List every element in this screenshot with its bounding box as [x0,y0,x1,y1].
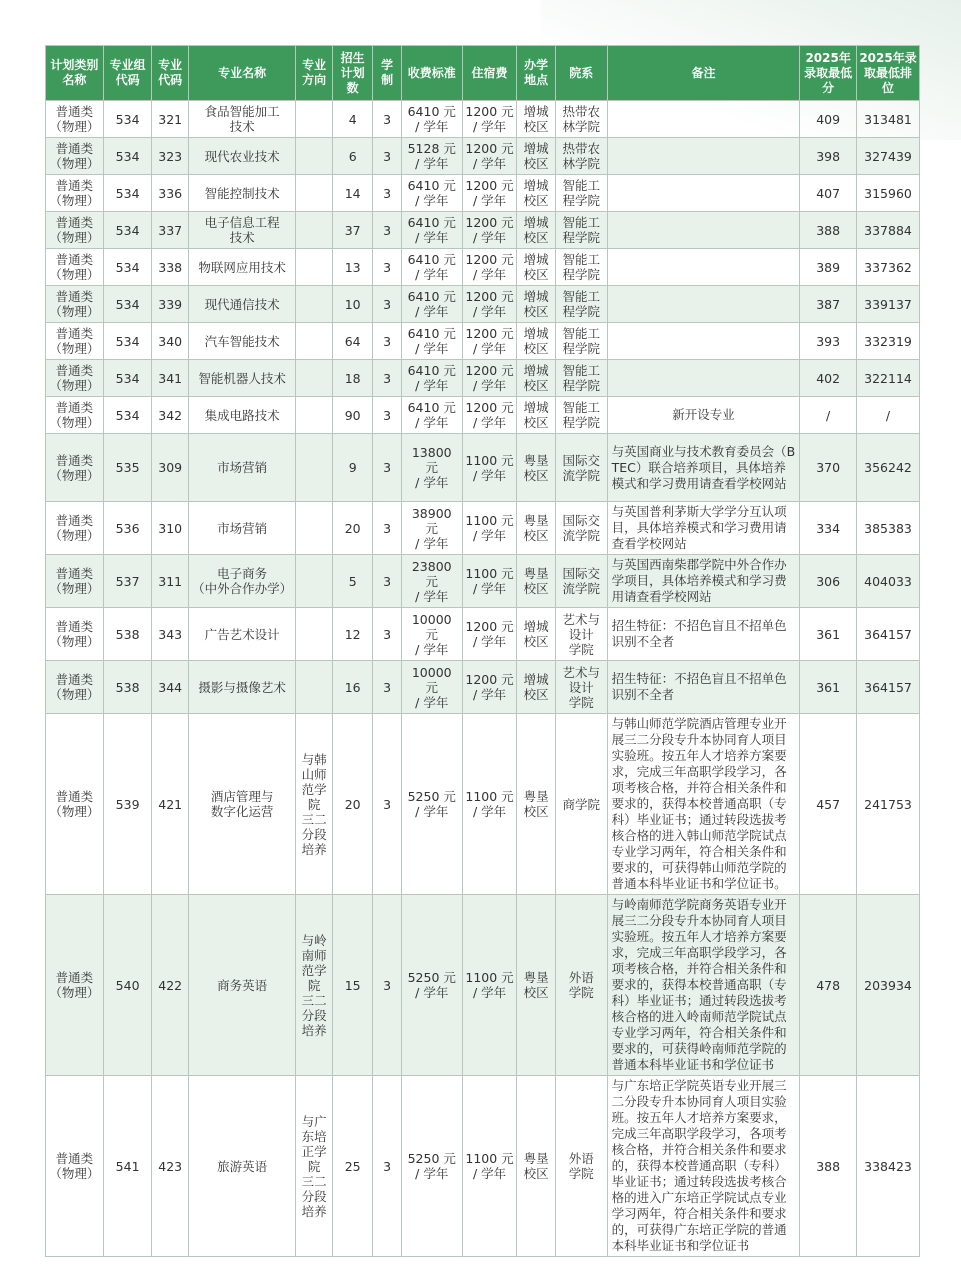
cell-tuition: 13800 元 / 学年 [401,434,462,502]
cell-department: 国际交 流学院 [555,434,607,502]
cell-min-rank: 356242 [857,434,920,502]
table-row [46,175,920,212]
table-row [46,323,920,360]
cell-min-score: 409 [800,101,857,138]
cell-campus: 增城 校区 [517,286,556,323]
cell-direction [296,323,333,360]
cell-direction [296,212,333,249]
cell-major-name: 市场营销 [188,434,295,502]
cell-major-code: 421 [152,714,189,895]
cell-tuition: 10000 元 / 学年 [401,661,462,714]
admission-plan-table-container [45,45,920,1257]
cell-major-name: 市场营销 [188,502,295,555]
cell-campus: 增城 校区 [517,661,556,714]
cell-min-score: 478 [800,895,857,1076]
cell-dorm-fee: 1100 元 / 学年 [462,434,517,502]
cell-major-name: 物联网应用技术 [188,249,295,286]
table-row [46,555,920,608]
cell-campus: 增城 校区 [517,608,556,661]
cell-notes: 与岭南师范学院商务英语专业开展三二分段专升本协同育人项目实验班。按五年人才培养方案要求，完成三年高职学段学习，各项考核合格，并符合相关条件和要求的，获得本校普通高职（专科）毕业证书；通过转段选拔考核合格的进入岭南师范学院试点专业学习两年，符合相关条件和要求的，可获得岭南师范学院的普通本科毕业证书和学位证书 [607,895,800,1076]
cell-direction [296,608,333,661]
cell-campus: 粤垦 校区 [517,1076,556,1257]
cell-campus: 增城 校区 [517,138,556,175]
header-major-code: 专业代码 [152,46,189,101]
cell-major-name: 现代通信技术 [188,286,295,323]
cell-major-name: 智能控制技术 [188,175,295,212]
cell-notes [607,175,800,212]
cell-plan-count: 16 [332,661,373,714]
cell-campus: 增城 校区 [517,175,556,212]
cell-dorm-fee: 1200 元 / 学年 [462,249,517,286]
cell-dorm-fee: 1100 元 / 学年 [462,714,517,895]
cell-notes [607,360,800,397]
cell-duration: 3 [373,286,401,323]
header-department: 院系 [555,46,607,101]
cell-group-code: 534 [103,175,152,212]
admission-plan-table [45,45,920,1257]
cell-plan-count: 20 [332,502,373,555]
cell-category: 普通类 （物理） [46,212,104,249]
cell-major-name: 食品智能加工 技术 [188,101,295,138]
table-row [46,434,920,502]
cell-major-code: 323 [152,138,189,175]
cell-plan-count: 20 [332,714,373,895]
cell-direction [296,555,333,608]
cell-dorm-fee: 1200 元 / 学年 [462,212,517,249]
cell-min-rank: 404033 [857,555,920,608]
cell-notes: 与英国普利茅斯大学学分互认项目，具体培养模式和学习费用请查看学校网站 [607,502,800,555]
cell-group-code: 539 [103,714,152,895]
cell-plan-count: 18 [332,360,373,397]
cell-min-score: 457 [800,714,857,895]
cell-notes: 与英国商业与技术教育委员会（BTEC）联合培养项目，具体培养模式和学习费用请查看学校网站 [607,434,800,502]
cell-major-name: 酒店管理与 数字化运营 [188,714,295,895]
table-row [46,661,920,714]
cell-department: 热带农 林学院 [555,138,607,175]
cell-department: 热带农 林学院 [555,101,607,138]
cell-major-name: 广告艺术设计 [188,608,295,661]
cell-notes: 与韩山师范学院酒店管理专业开展三二分段专升本协同育人项目实验班。按五年人才培养方案要求，完成三年高职学段学习，各项考核合格，并符合相关条件和要求的，获得本校普通高职（专科）毕业证书；通过转段选拔考核合格的进入韩山师范学院试点专业学习两年，符合相关条件和要求的，可获得韩山师范学院的普通本科毕业证书和学位证书。 [607,714,800,895]
cell-dorm-fee: 1200 元 / 学年 [462,101,517,138]
cell-group-code: 536 [103,502,152,555]
cell-major-code: 338 [152,249,189,286]
cell-notes [607,323,800,360]
cell-min-rank: 327439 [857,138,920,175]
cell-duration: 3 [373,397,401,434]
table-row [46,286,920,323]
cell-min-score: 361 [800,608,857,661]
cell-category: 普通类 （物理） [46,101,104,138]
cell-category: 普通类 （物理） [46,1076,104,1257]
cell-min-score: / [800,397,857,434]
cell-tuition: 6410 元 / 学年 [401,249,462,286]
table-row [46,502,920,555]
cell-direction [296,175,333,212]
cell-campus: 增城 校区 [517,101,556,138]
table-row [46,714,920,895]
cell-notes [607,138,800,175]
cell-major-code: 336 [152,175,189,212]
cell-group-code: 538 [103,661,152,714]
cell-direction [296,138,333,175]
cell-category: 普通类 （物理） [46,555,104,608]
cell-plan-count: 10 [332,286,373,323]
cell-plan-count: 13 [332,249,373,286]
cell-campus: 粤垦 校区 [517,895,556,1076]
cell-tuition: 5250 元 / 学年 [401,714,462,895]
cell-department: 外语 学院 [555,895,607,1076]
cell-major-code: 340 [152,323,189,360]
cell-campus: 粤垦 校区 [517,502,556,555]
header-notes: 备注 [607,46,800,101]
cell-duration: 3 [373,101,401,138]
table-header-row [46,46,920,101]
cell-min-score: 389 [800,249,857,286]
cell-notes [607,286,800,323]
cell-duration: 3 [373,175,401,212]
cell-dorm-fee: 1100 元 / 学年 [462,502,517,555]
cell-min-rank: 337362 [857,249,920,286]
cell-tuition: 6410 元 / 学年 [401,397,462,434]
cell-major-code: 339 [152,286,189,323]
cell-direction: 与广 东培 正学 院 三二 分段 培养 [296,1076,333,1257]
cell-min-rank: 338423 [857,1076,920,1257]
cell-plan-count: 12 [332,608,373,661]
cell-tuition: 6410 元 / 学年 [401,175,462,212]
cell-notes: 与英国西南柴郡学院中外合作办学项目，具体培养模式和学习费用请查看学校网站 [607,555,800,608]
cell-category: 普通类 （物理） [46,323,104,360]
cell-min-score: 407 [800,175,857,212]
cell-duration: 3 [373,714,401,895]
cell-major-code: 341 [152,360,189,397]
cell-major-name: 智能机器人技术 [188,360,295,397]
cell-plan-count: 37 [332,212,373,249]
header-min-score: 2025年录取最低分 [800,46,857,101]
cell-group-code: 534 [103,138,152,175]
cell-group-code: 540 [103,895,152,1076]
cell-plan-count: 9 [332,434,373,502]
cell-group-code: 537 [103,555,152,608]
cell-major-code: 309 [152,434,189,502]
cell-min-rank: 339137 [857,286,920,323]
cell-dorm-fee: 1100 元 / 学年 [462,1076,517,1257]
cell-category: 普通类 （物理） [46,249,104,286]
cell-campus: 增城 校区 [517,249,556,286]
cell-dorm-fee: 1200 元 / 学年 [462,661,517,714]
cell-category: 普通类 （物理） [46,138,104,175]
cell-min-rank: 364157 [857,661,920,714]
header-direction: 专业方向 [296,46,333,101]
cell-tuition: 38900 元 / 学年 [401,502,462,555]
table-row [46,212,920,249]
cell-campus: 增城 校区 [517,323,556,360]
cell-direction: 与岭 南师 范学 院 三二 分段 培养 [296,895,333,1076]
table-body [46,101,920,1257]
cell-min-rank: 385383 [857,502,920,555]
cell-min-score: 361 [800,661,857,714]
cell-major-name: 电子信息工程 技术 [188,212,295,249]
cell-min-rank: 241753 [857,714,920,895]
table-row [46,1076,920,1257]
table-row [46,101,920,138]
cell-min-rank: 322114 [857,360,920,397]
cell-category: 普通类 （物理） [46,360,104,397]
cell-min-rank: 332319 [857,323,920,360]
cell-major-code: 344 [152,661,189,714]
cell-group-code: 534 [103,323,152,360]
cell-department: 智能工 程学院 [555,212,607,249]
header-major-name: 专业名称 [188,46,295,101]
cell-department: 国际交 流学院 [555,555,607,608]
cell-min-rank: 315960 [857,175,920,212]
cell-direction [296,101,333,138]
cell-min-rank: 203934 [857,895,920,1076]
cell-duration: 3 [373,661,401,714]
cell-notes: 招生特征：不招色盲且不招单色识别不全者 [607,608,800,661]
cell-major-name: 汽车智能技术 [188,323,295,360]
cell-major-name: 旅游英语 [188,1076,295,1257]
header-category: 计划类别名称 [46,46,104,101]
cell-category: 普通类 （物理） [46,175,104,212]
cell-major-code: 423 [152,1076,189,1257]
cell-duration: 3 [373,608,401,661]
cell-tuition: 6410 元 / 学年 [401,212,462,249]
cell-duration: 3 [373,502,401,555]
cell-duration: 3 [373,212,401,249]
table-row [46,138,920,175]
cell-tuition: 23800 元 / 学年 [401,555,462,608]
table-row [46,895,920,1076]
header-group-code: 专业组代码 [103,46,152,101]
cell-dorm-fee: 1200 元 / 学年 [462,286,517,323]
cell-dorm-fee: 1200 元 / 学年 [462,138,517,175]
table-row [46,360,920,397]
header-tuition: 收费标准 [401,46,462,101]
cell-group-code: 538 [103,608,152,661]
cell-direction [296,249,333,286]
cell-group-code: 534 [103,397,152,434]
header-plan-count: 招生计划数 [332,46,373,101]
cell-notes [607,249,800,286]
cell-min-score: 370 [800,434,857,502]
header-duration: 学制 [373,46,401,101]
cell-min-rank: 337884 [857,212,920,249]
cell-campus: 粤垦 校区 [517,434,556,502]
cell-major-code: 343 [152,608,189,661]
cell-direction [296,397,333,434]
header-min-rank: 2025年录取最低排位 [857,46,920,101]
cell-dorm-fee: 1100 元 / 学年 [462,555,517,608]
cell-major-code: 422 [152,895,189,1076]
cell-duration: 3 [373,323,401,360]
cell-group-code: 534 [103,286,152,323]
cell-min-score: 388 [800,1076,857,1257]
cell-dorm-fee: 1200 元 / 学年 [462,323,517,360]
cell-category: 普通类 （物理） [46,661,104,714]
cell-min-score: 334 [800,502,857,555]
cell-category: 普通类 （物理） [46,434,104,502]
cell-department: 外语 学院 [555,1076,607,1257]
cell-major-name: 电子商务 （中外合作办学） [188,555,295,608]
cell-campus: 粤垦 校区 [517,714,556,895]
cell-group-code: 534 [103,360,152,397]
cell-category: 普通类 （物理） [46,714,104,895]
cell-min-score: 402 [800,360,857,397]
cell-department: 智能工 程学院 [555,175,607,212]
cell-group-code: 535 [103,434,152,502]
header-dorm-fee: 住宿费 [462,46,517,101]
cell-min-rank: 364157 [857,608,920,661]
cell-min-score: 393 [800,323,857,360]
cell-dorm-fee: 1200 元 / 学年 [462,397,517,434]
table-row [46,249,920,286]
cell-tuition: 6410 元 / 学年 [401,323,462,360]
cell-department: 智能工 程学院 [555,286,607,323]
cell-min-score: 387 [800,286,857,323]
cell-campus: 增城 校区 [517,212,556,249]
cell-group-code: 541 [103,1076,152,1257]
cell-group-code: 534 [103,101,152,138]
cell-department: 商学院 [555,714,607,895]
cell-direction [296,360,333,397]
cell-tuition: 5250 元 / 学年 [401,895,462,1076]
header-campus: 办学地点 [517,46,556,101]
cell-tuition: 5250 元 / 学年 [401,1076,462,1257]
cell-notes [607,212,800,249]
cell-plan-count: 14 [332,175,373,212]
cell-category: 普通类 （物理） [46,895,104,1076]
cell-major-name: 摄影与摄像艺术 [188,661,295,714]
cell-dorm-fee: 1200 元 / 学年 [462,175,517,212]
cell-plan-count: 4 [332,101,373,138]
cell-campus: 增城 校区 [517,397,556,434]
cell-campus: 增城 校区 [517,360,556,397]
cell-min-rank: / [857,397,920,434]
cell-plan-count: 25 [332,1076,373,1257]
cell-tuition: 6410 元 / 学年 [401,286,462,323]
cell-category: 普通类 （物理） [46,608,104,661]
cell-department: 智能工 程学院 [555,397,607,434]
cell-notes: 招生特征：不招色盲且不招单色识别不全者 [607,661,800,714]
cell-plan-count: 90 [332,397,373,434]
cell-direction [296,661,333,714]
cell-dorm-fee: 1200 元 / 学年 [462,360,517,397]
cell-department: 艺术与 设计 学院 [555,661,607,714]
cell-notes: 与广东培正学院英语专业开展三二分段专升本协同育人项目实验班。按五年人才培养方案要求，完成三年高职学段学习，各项考核合格，并符合相关条件和要求的，获得本校普通高职（专科）毕业证书；通过转段选拔考核合格的进入广东培正学院试点专业学习两年，符合相关条件和要求的，可获得广东培正学院的普通本科毕业证书和学位证书 [607,1076,800,1257]
cell-category: 普通类 （物理） [46,286,104,323]
cell-min-score: 398 [800,138,857,175]
cell-category: 普通类 （物理） [46,502,104,555]
cell-min-rank: 313481 [857,101,920,138]
cell-plan-count: 5 [332,555,373,608]
cell-department: 艺术与 设计 学院 [555,608,607,661]
cell-plan-count: 15 [332,895,373,1076]
cell-min-score: 388 [800,212,857,249]
cell-major-name: 现代农业技术 [188,138,295,175]
cell-dorm-fee: 1200 元 / 学年 [462,608,517,661]
cell-direction [296,434,333,502]
cell-major-code: 337 [152,212,189,249]
cell-notes: 新开设专业 [607,397,800,434]
cell-major-code: 321 [152,101,189,138]
table-row [46,397,920,434]
cell-department: 智能工 程学院 [555,360,607,397]
cell-plan-count: 6 [332,138,373,175]
cell-major-name: 商务英语 [188,895,295,1076]
cell-tuition: 10000 元 / 学年 [401,608,462,661]
cell-major-code: 310 [152,502,189,555]
cell-duration: 3 [373,434,401,502]
cell-duration: 3 [373,138,401,175]
cell-direction [296,502,333,555]
cell-department: 国际交 流学院 [555,502,607,555]
cell-major-code: 311 [152,555,189,608]
cell-campus: 粤垦 校区 [517,555,556,608]
cell-category: 普通类 （物理） [46,397,104,434]
cell-direction [296,286,333,323]
cell-duration: 3 [373,1076,401,1257]
cell-major-code: 342 [152,397,189,434]
cell-department: 智能工 程学院 [555,249,607,286]
cell-tuition: 5128 元 / 学年 [401,138,462,175]
cell-plan-count: 64 [332,323,373,360]
cell-tuition: 6410 元 / 学年 [401,101,462,138]
cell-duration: 3 [373,249,401,286]
cell-duration: 3 [373,895,401,1076]
cell-min-score: 306 [800,555,857,608]
cell-duration: 3 [373,555,401,608]
cell-group-code: 534 [103,249,152,286]
table-row [46,608,920,661]
cell-major-name: 集成电路技术 [188,397,295,434]
cell-tuition: 6410 元 / 学年 [401,360,462,397]
cell-direction: 与韩 山师 范学 院 三二 分段 培养 [296,714,333,895]
cell-department: 智能工 程学院 [555,323,607,360]
cell-duration: 3 [373,360,401,397]
cell-group-code: 534 [103,212,152,249]
cell-dorm-fee: 1100 元 / 学年 [462,895,517,1076]
cell-notes [607,101,800,138]
